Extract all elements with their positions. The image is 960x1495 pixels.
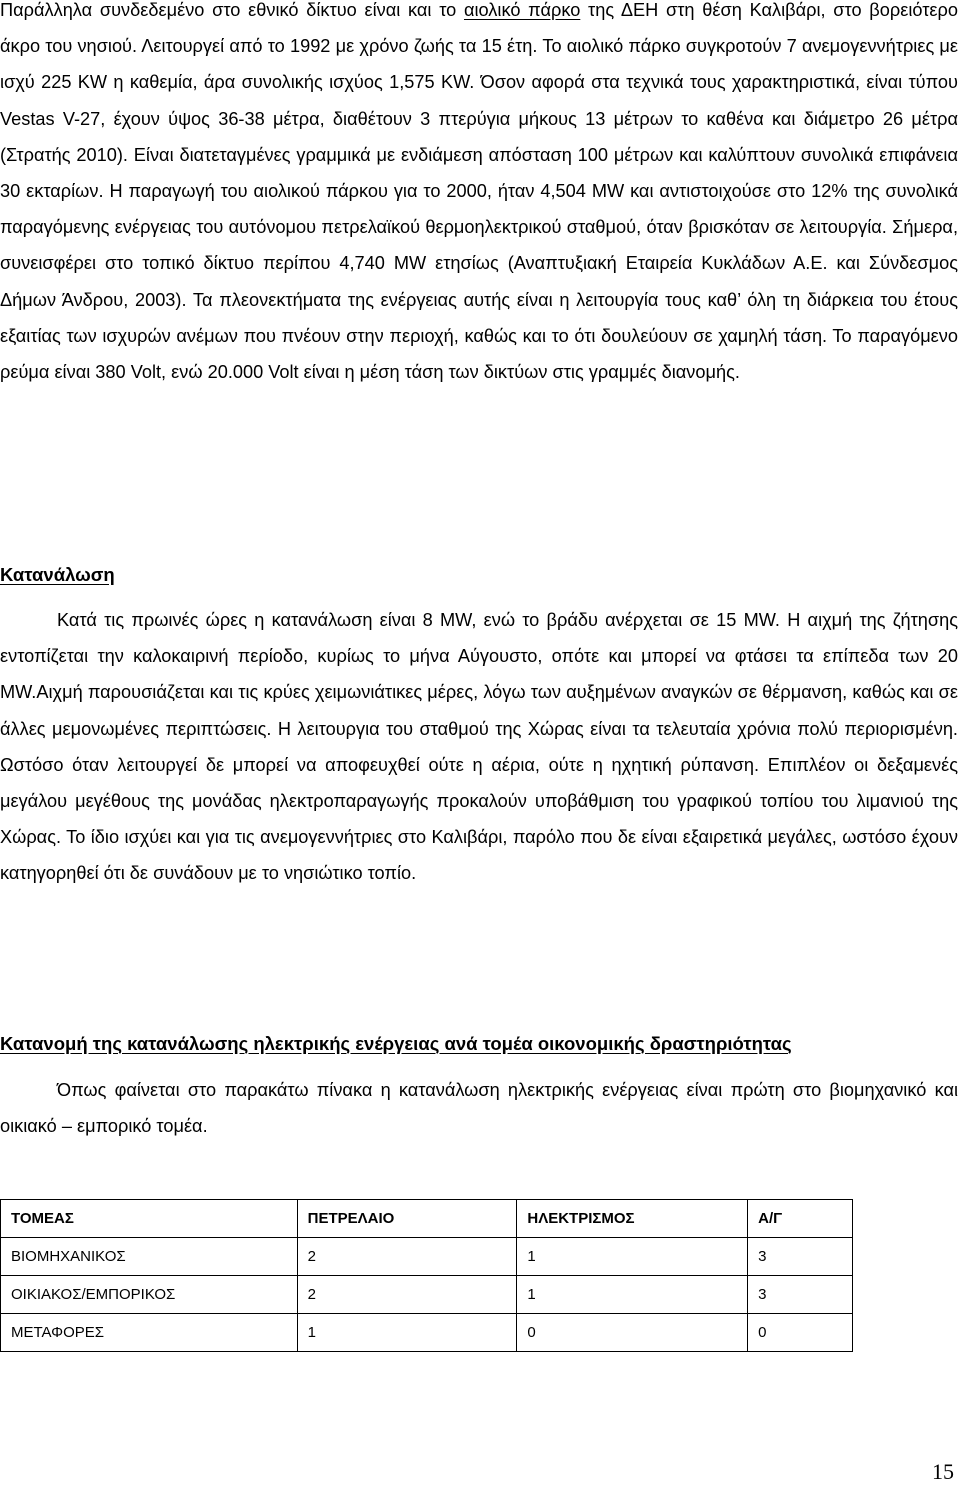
paragraph-text-rest: της ΔΕΗ στη θέση Καλιβάρι, στο βορειότερο άκρο του νησιού. Λειτουργεί από το 1992 με χρόνο ζωής τα 15 έτη. Το αιολικό πάρκο συγκροτούν 7 ανεμογεννήτριες με ισχύ 225 KW η καθεμία, άρα συνολικής ισχύος 1,575 KW. Όσον αφορά στα τεχνικά τους χαρακτηριστικά, είναι τύπου Vestas V-27, έχουν ύψος 36-38 μέτρα, διαθέτουν 3 πτερύγια μήκους 13 μέτρων το καθένα και διάμετρο 26 μέτρα (Στρατής 2010). Είναι διατεταγμένες γραμμικά με ενδιάμεση απόσταση 100 μέτρων και καλύπτουν συνολικά επιφάνεια 30 εκταρίων. Η παραγωγή του αιολικού πάρκου για το 2000, ήταν 4,504 MW και αντιστοιχούσε στο 12% της συνολικά παραγόμενης ενέργειας του αυτόνομου πετρελαϊκού θερμοηλεκτρικού σταθμού, όταν βρισκόταν σε λειτουργία. Σήμερα, συνεισφέρει στο τοπικό δίκτυο περίπου 4,740 MW ετησίως (Αναπτυξιακή Εταιρεία Κυκλάδων Α.Ε. και Σύνδεσμος Δήμων Άνδρου, 2003). Τα πλεονεκτήματα της ενέργειας αυτής είναι η λειτουργία τους καθ’ όλη τη διάρκεια του έτους εξαιτίας των ισχυρών ανέμων που πνέουν στην περιοχή, καθώς και το ότι δουλεύουν σε χαμηλή τάση. Το παραγόμενο ρεύμα είναι 380 Volt, ενώ 20.000 Volt είναι η μέση τάση των δικτύων στις γραμμές διανομής. [0, 0, 958, 383]
energy-consumption-table [0, 1199, 853, 1352]
table-cell: 2 [297, 1238, 517, 1276]
table-row [1, 1276, 853, 1314]
table-cell: 0 [748, 1314, 853, 1352]
page-number: 15 [932, 1459, 954, 1484]
table-cell: 2 [297, 1276, 517, 1314]
table-header-cell: ΗΛΕΚΤΡΙΣΜΟΣ [517, 1200, 748, 1238]
distribution-paragraph [0, 1072, 958, 1144]
table-header-cell: ΠΕΤΡΕΛΑΙΟ [297, 1200, 517, 1238]
consumption-paragraph-text: Κατά τις πρωινές ώρες η κατανάλωση είναι 8 MW, ενώ το βράδυ ανέρχεται σε 15 MW. Η αιχμή της ζήτησης εντοπίζεται την καλοκαιρινή περίοδο, κυρίως το μήνα Αύγουστο, οπότε και μπορεί να φτάσει τα επίπεδα των 20 MW.Αιχμή παρουσιάζεται και τις κρύες χειμωνιάτικες μέρες, λόγω των αυξημένων αναγκών σε θέρμανση, καθώς και σε άλλες μεμονωμένες περιπτώσεις. Η λειτουργια του σταθμού της Χώρας είναι τα τελευταία χρόνια πολύ περιορισμένη. Ωστόσο όταν λειτουργεί δε μπορεί να αποφευχθεί ούτε η αέρια, ούτε η ηχητική ρύπανση. Επιπλέον οι δεξαμενές μεγάλου μεγέθους της μονάδας ηλεκτροπαραγωγής προκαλούν υποβάθμιση του γραφικού τοπίου του λιμανιού της Χώρας. Το ίδιο ισχύει και για τις ανεμογεννήτριες στο Καλιβάρι, παρόλο που δε είναι εξαιρετικά μεγάλες, ωστόσο έχουν κατηγορηθεί ότι δε συνάδουν με το νησιώτικο τοπίο. [0, 610, 958, 884]
table-cell: ΟΙΚΙΑΚΟΣ/ΕΜΠΟΡΙΚΟΣ [1, 1276, 298, 1314]
table-cell: 3 [748, 1276, 853, 1314]
table-cell: 0 [517, 1314, 748, 1352]
consumption-paragraph [0, 602, 958, 892]
distribution-heading: Κατανομή της κατανάλωσης ηλεκτρικής ενέργειας ανά τομέα οικονομικής δραστηριότητας [0, 1033, 792, 1054]
table-cell: ΒΙΟΜΗΧΑΝΙΚΟΣ [1, 1238, 298, 1276]
table-cell: ΜΕΤΑΦΟΡΕΣ [1, 1314, 298, 1352]
table-header-row [1, 1200, 853, 1238]
table-cell: 1 [297, 1314, 517, 1352]
wind-park-link[interactable]: αιολικό πάρκο [463, 0, 581, 20]
table-row [1, 1314, 853, 1352]
table-row [1, 1238, 853, 1276]
wind-park-paragraph [0, 0, 958, 390]
table-cell: 1 [517, 1276, 748, 1314]
table-cell: 3 [748, 1238, 853, 1276]
consumption-heading: Κατανάλωση [0, 564, 115, 585]
distribution-paragraph-text: Όπως φαίνεται στο παρακάτω πίνακα η κατανάλωση ηλεκτρικής ενέργειας είναι πρώτη στο βιομηχανικό και οικιακό – εμπορικό τομέα. [0, 1080, 958, 1137]
paragraph-text-start: Παράλληλα συνδεδεμένο στο εθνικό δίκτυο είναι και το [0, 0, 464, 20]
table-header-cell: ΤΟΜΕΑΣ [1, 1200, 298, 1238]
table-header-cell: Α/Γ [748, 1200, 853, 1238]
table-cell: 1 [517, 1238, 748, 1276]
